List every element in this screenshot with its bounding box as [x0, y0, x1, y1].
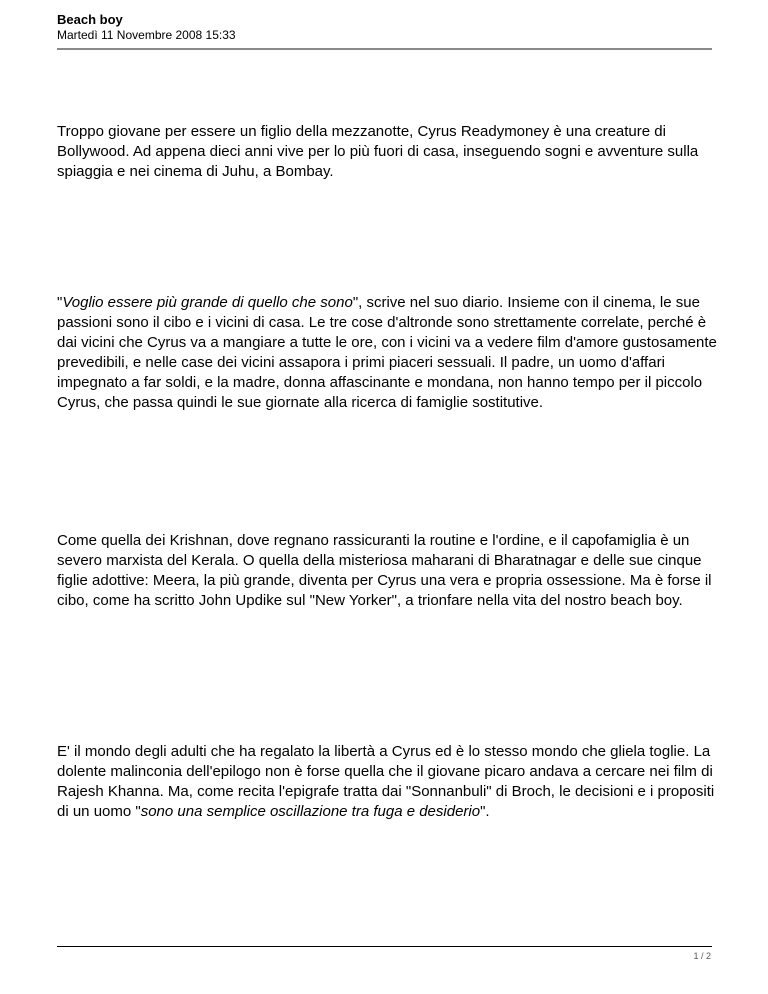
quote-open: " — [57, 294, 63, 311]
quote-close: ". — [480, 803, 490, 820]
article-paragraph-3: Come quella dei Krishnan, dove regnano rassicuranti la routine e l'ordine, e il capofamiglia è un severo marxista del Kerala. O quella della misteriosa maharani di Bharatnagar e delle sue cinque figlie adottive: Meera, la più grande, diventa per Cyrus una vera e propria ossessione. Ma è forse il cibo, come ha scritto John Updike sul "New Yorker", a trionfare nella vita del nostro beach boy. — [57, 532, 712, 609]
article-paragraph-2 — [57, 293, 717, 413]
document-date: Martedì 11 Novembre 2008 15:33 — [57, 28, 236, 42]
article-paragraph-1: Troppo giovane per essere un figlio della mezzanotte, Cyrus Readymoney è una creature di Bollywood. Ad appena dieci anni vive per lo più fuori di casa, inseguendo sogni e avventure sulla spiaggia e nei cinema di Juhu, a Bombay. — [57, 123, 699, 180]
header-divider — [57, 48, 712, 50]
diary-quote: Voglio essere più grande di quello che sono — [62, 294, 353, 311]
paragraph-2-text: ", scrive nel suo diario. Insieme con il cinema, le sue passioni sono il cibo e i vicini di casa. Le tre cose d'altronde sono strettamente correlate, perché è dai vicini che Cyrus va a mangiare a tutte le ore, con i vicini va a vedere film d'amore gustosamente prevedibili, e nelle case dei vicini assapora i primi piaceri sessuali. Il padre, un uomo d'affari impegnato a far soldi, e la madre, donna affascinante e mondana, non hanno tempo per il piccolo Cyrus, che passa quindi le sue giornate alla ricerca di famiglie sostitutive. — [57, 294, 717, 411]
document-header — [57, 12, 712, 43]
paragraph-4-text: E' il mondo degli adulti che ha regalato la libertà a Cyrus ed è lo stesso mondo che gliela toglie. La dolente malinconia dell'epilogo non è forse quella che il giovane picaro andava a cercare nei film di Rajesh Khanna. Ma, come recita l'epigrafe tratta dai "Sonnanbuli" di Broch, le decisioni e i propositi di un uomo " — [57, 743, 715, 820]
document-title: Beach boy — [57, 12, 123, 27]
epigraph-quote: sono una semplice oscillazione tra fuga e desiderio — [140, 803, 481, 820]
page-number: 1 / 2 — [693, 951, 711, 961]
article-paragraph-4 — [57, 742, 717, 822]
footer-divider — [57, 946, 712, 947]
